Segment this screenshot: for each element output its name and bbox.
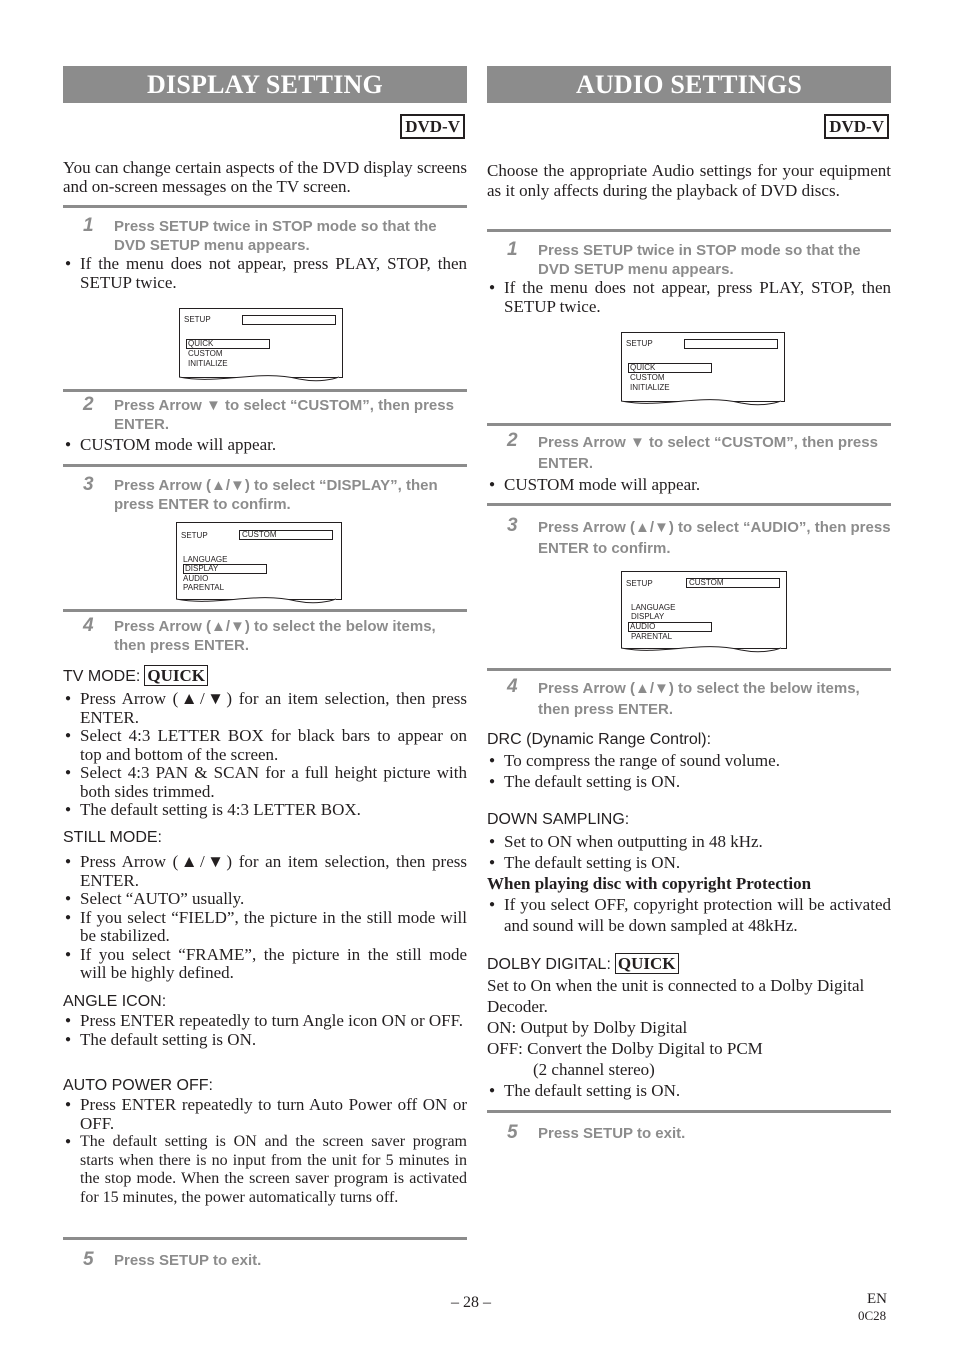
setup-screen-illustration	[621, 332, 785, 402]
osd-item: DISPLAY	[631, 612, 665, 621]
auto-power-heading: AUTO POWER OFF:	[63, 1077, 213, 1094]
list-item: ● The default setting is ON.	[63, 1031, 467, 1050]
list-item: ● Select 4:3 PAN & SCAN for a full height picture with both sides trimmed.	[63, 764, 467, 801]
step-3	[63, 476, 467, 514]
step-number: 4	[507, 676, 518, 697]
divider	[487, 423, 891, 426]
down-sampling-section	[487, 810, 891, 936]
still-mode-list	[63, 853, 467, 983]
language-code: EN	[867, 1291, 887, 1307]
step-4	[63, 617, 467, 655]
osd-setup-label: SETUP	[626, 339, 653, 348]
step-1	[487, 241, 891, 316]
list-item: ● The default setting is ON.	[487, 771, 891, 792]
step-text: Press Arrow (▲/▼) to select “DISPLAY”, then press ENTER to confirm.	[114, 477, 438, 513]
divider	[487, 229, 891, 232]
dolby-off-detail: (2 channel stereo)	[533, 1060, 655, 1079]
divider	[63, 205, 467, 208]
list-item: ● If you select OFF, copyright protection will be activated and sound will be down sampled at 48kHz.	[487, 894, 891, 936]
list-item: ● Select 4:3 LETTER BOX for black bars to appear on top and bottom of the screen.	[63, 727, 467, 764]
step-text: Press SETUP twice in STOP mode so that the DVD SETUP menu appears.	[114, 218, 437, 254]
list-item: ● To compress the range of sound volume.	[487, 750, 891, 771]
list-item: ● Set to ON when outputting in 48 kHz.	[487, 831, 891, 852]
dvd-v-tag: DVD-V	[824, 114, 889, 139]
dolby-digital-section	[487, 953, 891, 1101]
osd-item: QUICK	[630, 363, 656, 372]
section-title: AUDIO SETTINGS	[487, 66, 891, 103]
step-2	[487, 432, 891, 495]
drc-section	[487, 730, 891, 792]
list-item: ● If you select “FIELD”, the picture in the still mode will be stabilized.	[63, 909, 467, 946]
step-note: ● If the menu does not appear, press PLAY, STOP, then SETUP twice.	[63, 255, 467, 292]
doc-code: 0C28	[858, 1308, 887, 1323]
step-number: 5	[83, 1249, 94, 1270]
step-text: Press SETUP to exit.	[114, 1252, 262, 1269]
tv-mode-section	[63, 665, 467, 820]
list-item: ● The default setting is ON and the screen saver program starts when there is no input from the unit for 5 minutes in the stop mode. When the screen saver program is activated for 15 minutes, the power automatically turns off.	[63, 1133, 467, 1207]
step-number: 1	[507, 239, 518, 260]
setup-screen-illustration	[179, 308, 343, 378]
quick-badge: QUICK	[144, 665, 208, 686]
step-number: 3	[507, 515, 518, 536]
list-item: ● The default setting is 4:3 LETTER BOX.	[63, 801, 467, 820]
list-item: ● Select “AUTO” usually.	[63, 890, 467, 909]
step-text: Press Arrow ▼ to select “CUSTOM”, then press ENTER.	[114, 397, 454, 433]
intro-text: Choose the appropriate Audio settings for your equipment as it only affects during the playback of DVD discs.	[487, 161, 891, 200]
dolby-off-text: OFF: Convert the Dolby Digital to PCM	[487, 1039, 763, 1058]
torn-edge	[621, 644, 781, 656]
step-note: ● CUSTOM mode will appear.	[63, 436, 467, 455]
osd-setup-label: SETUP	[626, 579, 653, 588]
divider	[487, 503, 891, 506]
step-text: Press Arrow (▲/▼) to select the below items, then press ENTER.	[538, 680, 860, 718]
quick-badge: QUICK	[615, 953, 679, 974]
auto-power-off-section	[63, 1076, 467, 1207]
osd-item: CUSTOM	[188, 349, 223, 358]
step-number: 2	[507, 430, 518, 451]
list-item: ● The default setting is ON.	[487, 1080, 891, 1101]
list-item: ● If you select “FRAME”, the picture in the still mode will be highly defined.	[63, 946, 467, 983]
dolby-description: Set to On when the unit is connected to a Dolby Digital Decoder.	[487, 976, 865, 1016]
list-item: ● Press ENTER repeatedly to turn Auto Power off ON or OFF.	[63, 1096, 467, 1133]
step-text: Press Arrow (▲/▼) to select the below items, then press ENTER.	[114, 618, 436, 654]
step-text: Press Arrow ▼ to select “CUSTOM”, then press ENTER.	[538, 434, 878, 472]
torn-edge	[176, 595, 336, 607]
torn-edge	[179, 373, 339, 385]
osd-item: DISPLAY	[185, 564, 219, 573]
osd-title-box	[242, 315, 336, 325]
step-5	[63, 1251, 467, 1270]
page-number: – 28 –	[451, 1294, 491, 1311]
tv-mode-heading	[63, 665, 467, 687]
osd-item: INITIALIZE	[630, 383, 670, 392]
auto-power-list	[63, 1096, 467, 1207]
audio-settings-column	[487, 0, 891, 1348]
osd-item: PARENTAL	[631, 632, 673, 641]
step-text: Press SETUP to exit.	[538, 1125, 686, 1142]
step-2	[63, 396, 467, 455]
torn-edge	[621, 397, 781, 409]
step-note: ● CUSTOM mode will appear.	[487, 476, 891, 495]
angle-icon-section	[63, 992, 467, 1049]
angle-icon-list	[63, 1012, 467, 1049]
divider	[487, 668, 891, 671]
step-4	[487, 678, 891, 720]
drc-heading: DRC (Dynamic Range Control):	[487, 731, 712, 748]
osd-setup-label: SETUP	[184, 315, 211, 324]
list-item: ● Press ENTER repeatedly to turn Angle icon ON or OFF.	[63, 1012, 467, 1031]
section-title: DISPLAY SETTING	[63, 66, 467, 103]
osd-item: AUDIO	[183, 574, 209, 583]
dolby-heading	[487, 953, 891, 975]
custom-screen-illustration	[176, 522, 342, 600]
list-item: ● The default setting is ON.	[487, 852, 891, 873]
step-number: 4	[83, 615, 94, 636]
divider	[487, 1110, 891, 1113]
divider	[63, 1237, 467, 1240]
dvd-v-tag: DVD-V	[400, 114, 465, 139]
still-mode-heading: STILL MODE:	[63, 829, 162, 846]
osd-item: CUSTOM	[630, 373, 665, 382]
step-3	[487, 517, 891, 559]
osd-item: QUICK	[188, 339, 214, 348]
custom-screen-illustration	[621, 571, 787, 649]
step-number: 2	[83, 394, 94, 415]
osd-title-box: CUSTOM	[239, 530, 333, 540]
osd-item: LANGUAGE	[631, 603, 676, 612]
step-5	[487, 1124, 891, 1143]
step-text: Press Arrow (▲/▼) to select “AUDIO”, then press ENTER to confirm.	[538, 519, 891, 557]
osd-item: LANGUAGE	[183, 555, 228, 564]
step-note: ● If the menu does not appear, press PLAY, STOP, then SETUP twice.	[487, 279, 891, 316]
copyright-heading: When playing disc with copyright Protection	[487, 874, 812, 893]
angle-icon-heading: ANGLE ICON:	[63, 993, 167, 1010]
list-item: ● Press Arrow (▲/▼) for an item selection, then press ENTER.	[63, 853, 467, 890]
osd-setup-label: SETUP	[181, 531, 208, 540]
divider	[63, 609, 467, 612]
heading-text: DOLBY DIGITAL:	[487, 956, 611, 973]
step-number: 5	[507, 1122, 518, 1143]
osd-item: AUDIO	[630, 622, 656, 631]
step-1	[63, 217, 467, 292]
down-sampling-heading: DOWN SAMPLING:	[487, 811, 630, 828]
display-setting-column	[63, 0, 467, 1348]
divider	[63, 464, 467, 467]
heading-text: TV MODE:	[63, 668, 141, 685]
osd-item: INITIALIZE	[188, 359, 228, 368]
divider	[63, 389, 467, 392]
osd-item: PARENTAL	[183, 583, 225, 592]
list-item: ● Press Arrow (▲/▼) for an item selection, then press ENTER.	[63, 690, 467, 727]
step-number: 1	[83, 215, 94, 236]
intro-text: You can change certain aspects of the DVD display screens and on-screen messages on the TV screen.	[63, 158, 467, 196]
tv-mode-list	[63, 690, 467, 820]
still-mode-section	[63, 828, 467, 983]
osd-title-box: CUSTOM	[686, 578, 780, 588]
step-text: Press SETUP twice in STOP mode so that the DVD SETUP menu appears.	[538, 242, 861, 278]
step-number: 3	[83, 474, 94, 495]
osd-title-box	[684, 339, 778, 349]
dolby-on-text: ON: Output by Dolby Digital	[487, 1018, 688, 1037]
